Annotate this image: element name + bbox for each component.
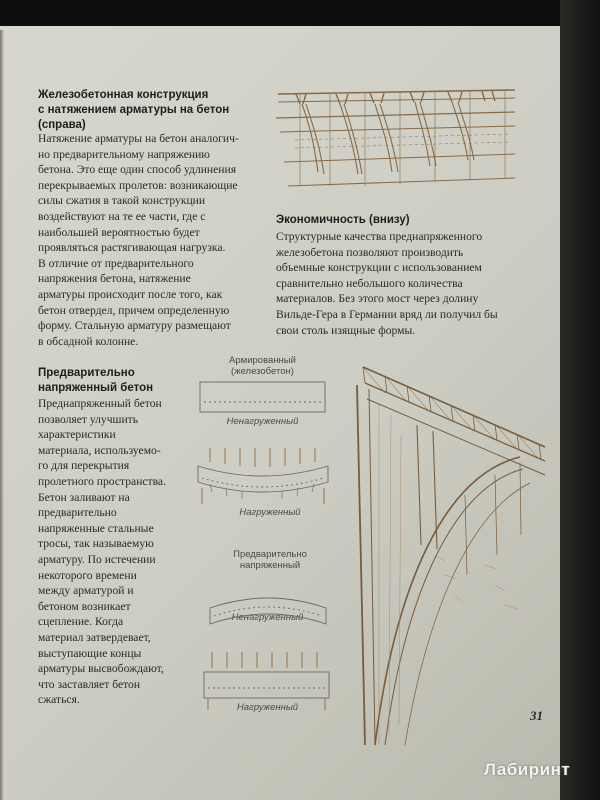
prestressed-beam-loaded [204, 672, 329, 698]
reinforced-load-arrows [210, 448, 315, 467]
section2-body-line: Структурные качества преднапряженного [276, 230, 483, 243]
section2-body-line: объемные конструкции с использованием [276, 261, 482, 275]
watermark-logo: Лабиринт [484, 760, 571, 779]
reinforced-beam-loaded [198, 466, 328, 492]
section1-heading [38, 88, 268, 133]
section1-body-line: бетона. Это еще один способ удлинения [38, 163, 237, 177]
section2-body-line: свои столь изящные формы. [276, 323, 416, 337]
section2-heading: Экономичность (внизу) [276, 214, 410, 226]
page-spine [0, 30, 4, 800]
section1-body-line: перекрываемых пролетов: возникающие [38, 178, 238, 192]
section3-body-line: что заставляет бетон [38, 677, 141, 691]
section3-body-line: арматуры высвобождают, [38, 662, 164, 676]
reinforced-label-line: Армированный [229, 355, 296, 366]
section3-body-line: материала, используемо- [38, 443, 161, 457]
section3-body-line: некоторого времени [38, 568, 137, 582]
section3-body-line: го для перекрытия [38, 459, 130, 473]
section3-body-line: сцепление. Когда [38, 615, 124, 629]
reinforced-beam-unloaded [200, 382, 325, 412]
prestressed-label-line: напряженный [239, 560, 301, 571]
section1-body-line: но предварительному напряжению [38, 147, 210, 161]
section3-body-line: пролетного пространства. [38, 474, 166, 488]
loaded-label-2: Нагруженный [236, 702, 299, 713]
prestressed-load-arrows [212, 652, 317, 668]
page-edge-shadow [560, 0, 600, 800]
section3-body-line: Бетон заливают на [38, 490, 130, 504]
section2-body-line: железобетона позволяют производить [276, 245, 464, 259]
top-shadow [0, 0, 600, 26]
section1-body-line: бетон отвердел, причем определенную [38, 303, 230, 317]
section3-body-line: предварительно [38, 506, 117, 520]
section3-body-line: арматуру. По истечении [38, 552, 156, 566]
section1-body-line: арматуры происходит после того, как [38, 287, 223, 301]
section1-body-line: проявляться растягивающая нагрузка. [38, 241, 226, 255]
section3-body-line: бетоном возникает [38, 599, 131, 613]
section1-body-line: наибольшей вероятностью будет [38, 225, 200, 239]
section2-body [276, 229, 541, 338]
crack-lines [210, 484, 314, 499]
rebar-sketch [270, 82, 520, 194]
section3-body-line: позволяет улучшить [38, 412, 139, 426]
section1-heading-line: (справа) [38, 119, 86, 131]
section3-body-line: выступающие концы [38, 646, 142, 660]
arch-outer [375, 457, 520, 745]
section1-body-line: силы сжатия в такой конструкции [38, 194, 206, 208]
beam-diagrams [190, 380, 340, 710]
bridge-sketch [345, 345, 555, 755]
section2-body-line: материалов. Без этого мост через долину [276, 292, 479, 306]
unloaded-label-2: Ненагруженный [231, 612, 304, 623]
section1-body-line: напряжения бетона, натяжение [38, 272, 191, 286]
loaded-label-1: Нагруженный [239, 507, 301, 518]
section3-heading-line: напряженный бетон [38, 382, 154, 394]
left-pier [357, 385, 365, 745]
section1-body [38, 131, 268, 349]
prestressed-label-line: Предварительно [233, 549, 307, 560]
section1-body-line: Натяжение арматуры на бетон аналогич- [38, 132, 239, 145]
section1-heading-line: с натяжением арматуры на бетон [38, 104, 230, 116]
section1-body-line: В отличие от предварительного [38, 256, 194, 270]
section3-body-line: сжаться. [38, 693, 80, 707]
section3-heading [38, 366, 208, 396]
unloaded-label-1: Ненагруженный [226, 416, 299, 427]
section1-heading-line: Железобетонная конструкция [38, 89, 209, 101]
section3-heading-line: Предварительно [38, 367, 135, 379]
section3-body-line: характеристики [38, 428, 116, 442]
support-arrows [202, 488, 324, 504]
section1-body-line: в обсадной колонне. [38, 334, 139, 348]
section2-body-line: Вильде-Гера в Германии вряд ли получил бы [276, 307, 498, 321]
section1-body-line: форму. Стальную арматуру размещают [38, 319, 231, 333]
section3-body-line: материал затвердевает, [38, 630, 151, 644]
page-number: 31 [530, 708, 543, 723]
prestressed-beam-unloaded [210, 598, 326, 624]
section3-body-line: тросы, так называемую [38, 537, 154, 551]
section3-body [38, 396, 208, 708]
section1-body-line: воздействуют на те ее части, где с [38, 209, 206, 223]
section3-body-line: Преднапряженный бетон [38, 397, 162, 410]
section3-body-line: между арматурой и [38, 584, 134, 598]
section2-body-line: сравнительно небольшого количества [276, 276, 463, 290]
reinforced-label-line: (железобетон) [231, 366, 294, 377]
mid-pier [417, 425, 437, 549]
reinforced-label [210, 355, 315, 377]
section3-body-line: напряженные стальные [38, 521, 154, 535]
